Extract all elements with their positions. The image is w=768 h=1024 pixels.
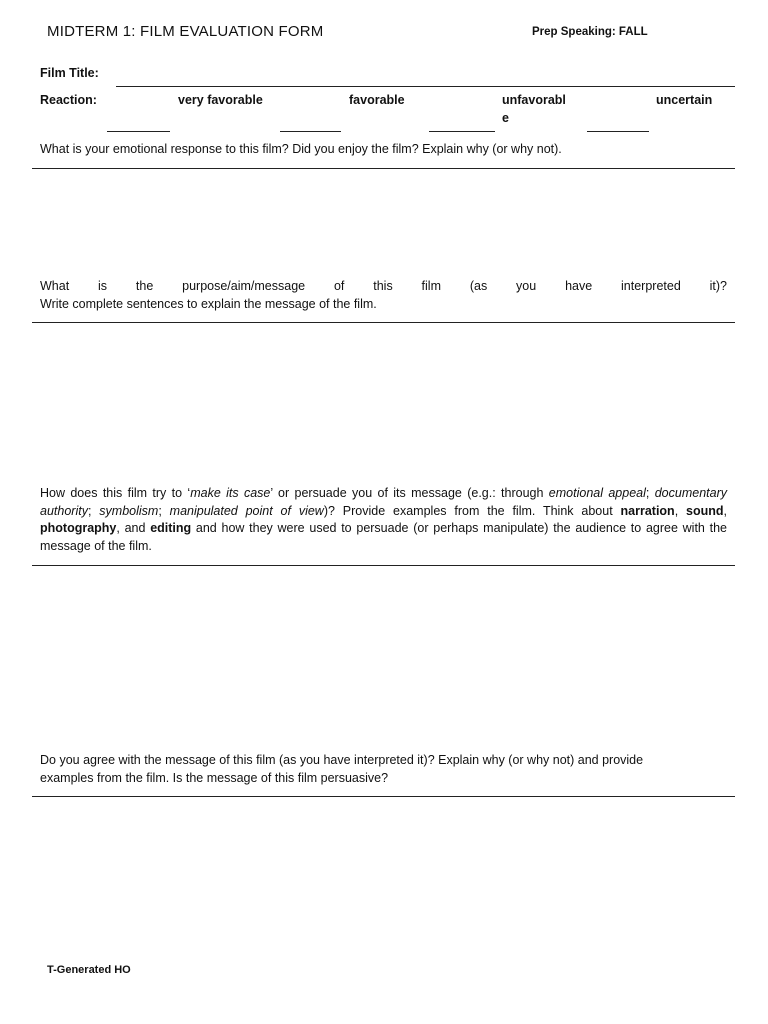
question-3 xyxy=(40,485,727,555)
q3-text: ; xyxy=(87,503,100,518)
q3-italic-make-its-case: make its case xyxy=(190,486,271,500)
reaction-option-unfavorable-wrap: e xyxy=(502,111,509,125)
q3-text: ’ or persuade you of its message (e.g.: through xyxy=(270,486,549,500)
film-title-input-line[interactable] xyxy=(116,86,735,87)
q3-italic-manipulated-point-of-view: manipulated point of view xyxy=(169,503,324,518)
question-4: Do you agree with the message of this film (as you have interpreted it)? Explain why (or why not) and provide examples from the film. Is the message of this film persuasive? xyxy=(40,753,644,785)
form-title: MIDTERM 1: FILM EVALUATION FORM xyxy=(47,23,324,40)
q3-text: )? Provide examples from the film. Think about xyxy=(323,503,621,518)
q3-text: ; xyxy=(158,503,170,518)
course-label: Prep Speaking: FALL xyxy=(532,26,648,38)
reaction-option-very-favorable: very favorable xyxy=(178,93,263,107)
question-1-divider xyxy=(32,168,735,169)
question-2 xyxy=(40,278,727,313)
reaction-blank-very-favorable[interactable] xyxy=(107,131,170,132)
reaction-blank-uncertain[interactable] xyxy=(587,131,649,132)
question-1: What is your emotional response to this film? Did you enjoy the film? Explain why (or why not). xyxy=(40,142,562,156)
film-title-label: Film Title: xyxy=(40,66,99,80)
reaction-option-unfavorable: unfavorabl xyxy=(502,93,566,107)
question-2-divider xyxy=(32,322,735,323)
q3-italic-symbolism: symbolism xyxy=(99,503,159,518)
q3-text: ; xyxy=(645,486,655,500)
q3-italic-emotional-appeal: emotional appeal xyxy=(548,486,646,500)
question-2-line-1: What is the purpose/aim/message of this film (as you have interpreted it)? xyxy=(40,279,727,293)
answer-area-2[interactable] xyxy=(32,324,735,474)
reaction-blank-favorable[interactable] xyxy=(280,131,341,132)
q3-text: , and xyxy=(116,521,151,535)
q3-italic-documentary-authority: documentary authority xyxy=(40,486,727,518)
q3-text: and how they were used to persuade (or perhaps manipulate) the audience to agree with the message of the film. xyxy=(40,521,728,553)
question-3-divider xyxy=(32,565,735,566)
reaction-label: Reaction: xyxy=(40,93,97,107)
answer-area-3[interactable] xyxy=(32,567,735,747)
answer-area-1[interactable] xyxy=(32,170,735,270)
answer-area-4[interactable] xyxy=(32,798,735,948)
q3-bold-editing: editing xyxy=(150,521,192,535)
reaction-blank-unfavorable[interactable] xyxy=(429,131,495,132)
reaction-option-uncertain: uncertain xyxy=(656,93,713,107)
q3-text: , xyxy=(674,503,687,518)
q3-text: How does this film try to ‘ xyxy=(40,486,191,500)
question-4-divider xyxy=(32,796,735,797)
footer-label: T-Generated HO xyxy=(47,964,131,976)
q3-text: , xyxy=(723,503,728,518)
reaction-option-favorable: favorable xyxy=(349,93,405,107)
q3-bold-photography: photography xyxy=(40,521,117,535)
q3-bold-sound: sound xyxy=(686,503,724,518)
q3-bold-narration: narration xyxy=(620,503,675,518)
question-2-line-2: Write complete sentences to explain the message of the film. xyxy=(40,296,377,311)
